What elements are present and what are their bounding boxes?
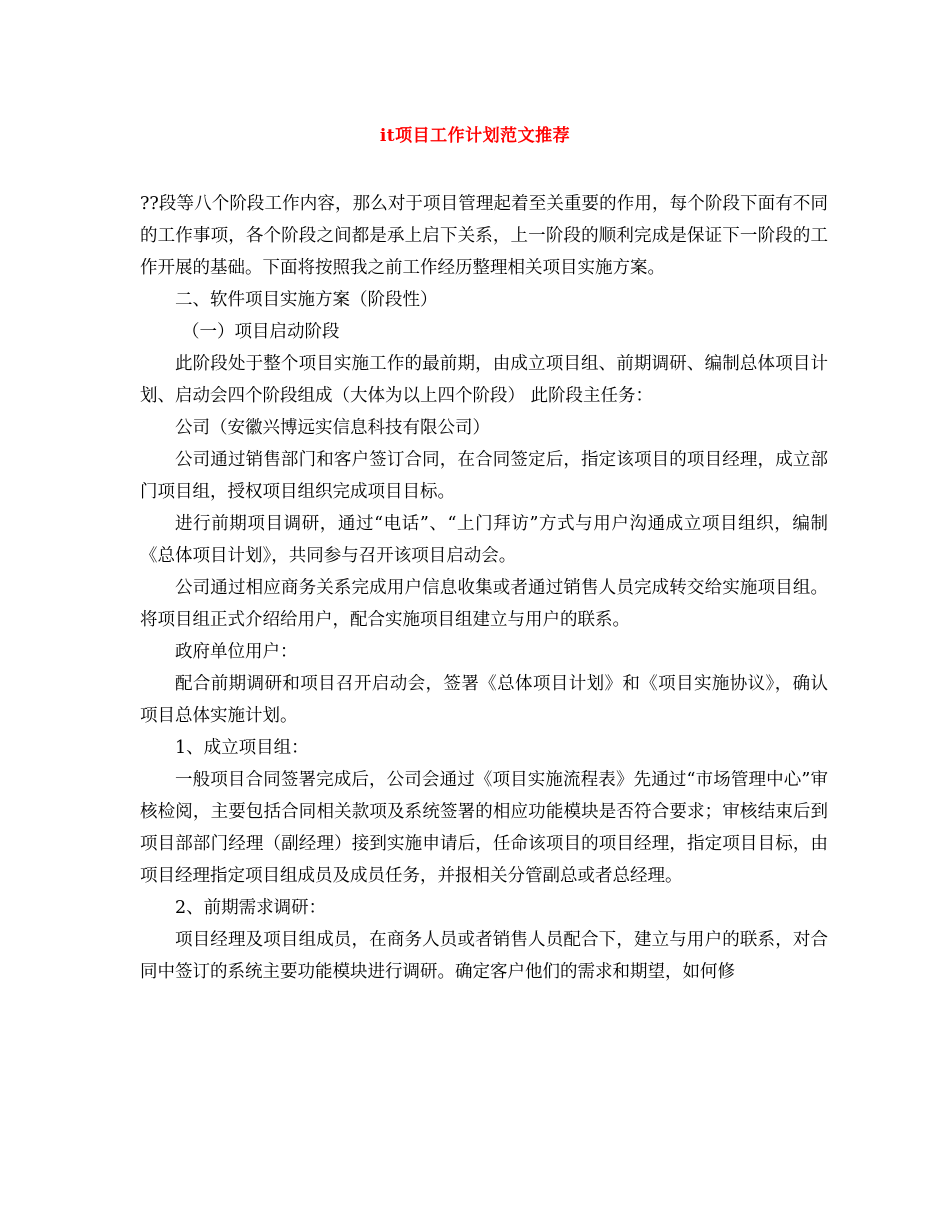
paragraph: 配合前期调研和项目召开启动会，签署《总体项目计划》和《项目实施协议》，确认项目总体实施计划。: [140, 674, 828, 726]
paragraph: ??段等八个阶段工作内容，那么对于项目管理起着至关重要的作用，每个阶段下面有不同的工作事项，各个阶段之间都是承上启下关系，上一阶段的顺利完成是保证下一阶段的工作开展的基础。下面将按照我之前工作经历整理相关项目实施方案。: [140, 194, 828, 278]
paragraph: 政府单位用户：: [175, 642, 298, 662]
paragraph: 此阶段处于整个项目实施工作的最前期，由成立项目组、前期调研、编制总体项目计划、启动会四个阶段组成（大体为以上四个阶段） 此阶段主任务：: [140, 354, 828, 406]
paragraph: 进行前期项目调研，通过“电话”、“上门拜访”方式与用户沟通成立项目组织，编制《总体项目计划》，共同参与召开该项目启动会。: [140, 514, 828, 566]
subsection-heading: （一）项目启动阶段: [182, 322, 340, 342]
paragraph: 公司（安徽兴博远实信息科技有限公司）: [175, 418, 490, 438]
document-body: [140, 188, 828, 988]
paragraph: 公司通过相应商务关系完成用户信息收集或者通过销售人员完成转交给实施项目组。将项目组正式介绍给用户，配合实施项目组建立与用户的联系。: [140, 578, 828, 630]
paragraph: 一般项目合同签署完成后，公司会通过《项目实施流程表》先通过“市场管理中心”审核检阅，主要包括合同相关款项及系统签署的相应功能模块是否符合要求；审核结束后到项目部部门经理（副经理）接到实施申请后，任命该项目的项目经理，指定项目目标，由项目经理指定项目组成员及成员任务，并报相关分管副总或者总经理。: [140, 770, 828, 886]
document-title: it项目工作计划范文推荐: [379, 126, 571, 146]
paragraph: 公司通过销售部门和客户签订合同，在合同签定后，指定该项目的项目经理，成立部门项目组，授权项目组织完成项目目标。: [140, 450, 828, 502]
section-heading: 二、软件项目实施方案（阶段性）: [175, 290, 438, 310]
list-heading: 1、成立项目组：: [175, 738, 309, 758]
list-heading: 2、前期需求调研：: [175, 898, 327, 918]
paragraph: 项目经理及项目组成员，在商务人员或者销售人员配合下，建立与用户的联系，对合同中签订的系统主要功能模块进行调研。确定客户他们的需求和期望，如何修: [140, 930, 828, 982]
